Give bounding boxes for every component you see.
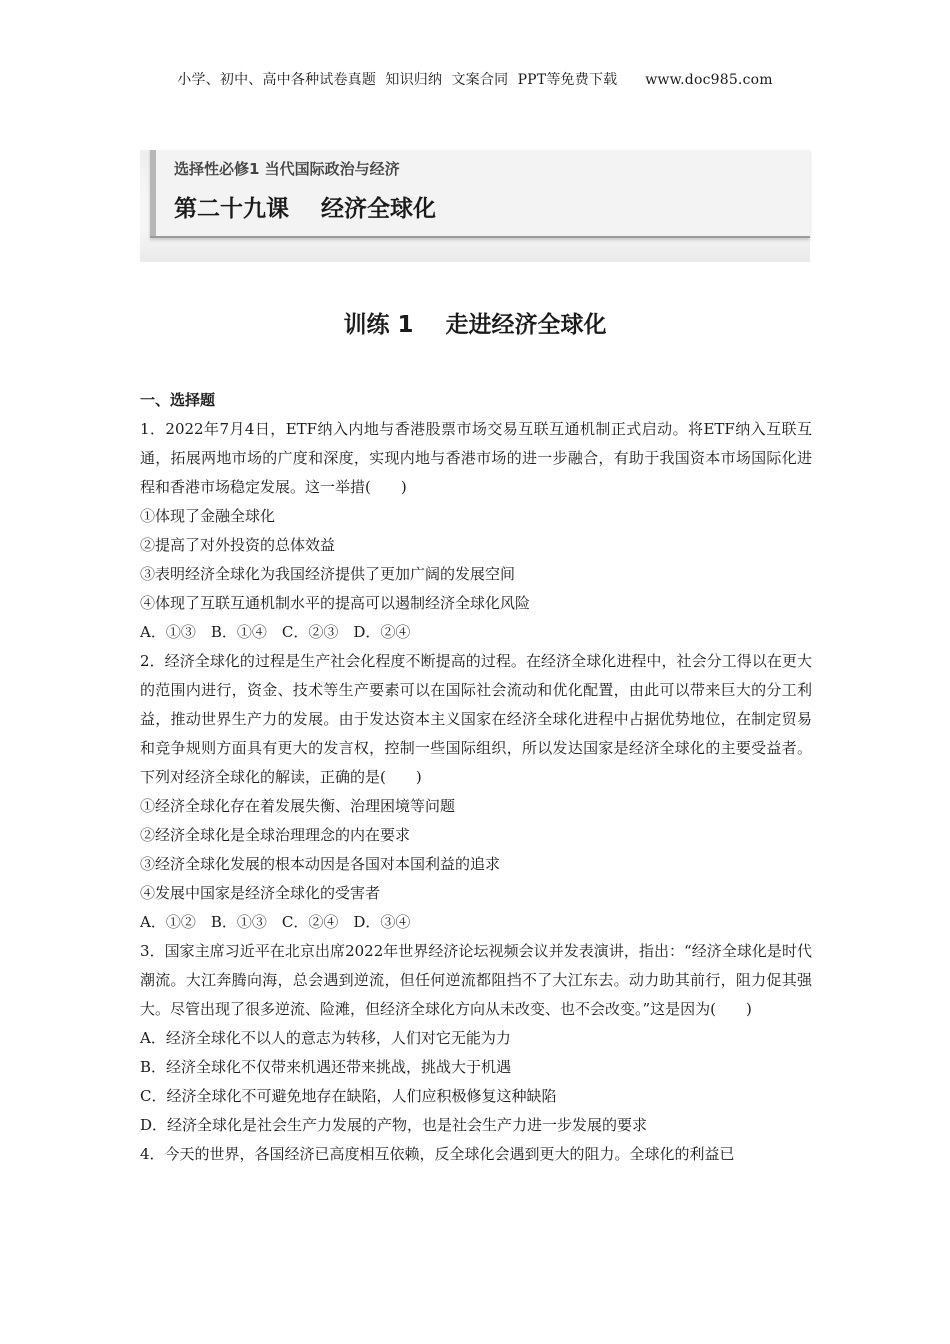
chapter-banner <box>140 150 810 262</box>
lesson-heading: 第二十九课 经济全球化 <box>174 196 437 222</box>
question-2-item: ①经济全球化存在着发展失衡、治理困境等问题 <box>140 797 456 815</box>
question-1-item: ④体现了互联互通机制水平的提高可以遏制经济全球化风险 <box>140 594 531 612</box>
question-4-stem: 4．今天的世界，各国经济已高度相互依赖，反全球化会遇到更大的阻力。全球化的利益已 <box>140 1145 735 1163</box>
page-title: 训练 1 走进经济全球化 <box>343 312 607 338</box>
question-2-item: ③经济全球化发展的根本动因是各国对本国利益的追求 <box>140 855 501 873</box>
question-3-choice: B．经济全球化不仅带来机遇还带来挑战，挑战大于机遇 <box>140 1058 512 1076</box>
question-2-item: ④发展中国家是经济全球化的受害者 <box>140 884 381 902</box>
question-1-stem: 1．2022年7月4日，ETF纳入内地与香港股票市场交易互联互通机制正式启动。将ETF纳入互联互通，拓展两地市场的广度和深度，实现内地与香港市场的进一步融合，有助于我国资本市场国际化进程和香港市场稳定发展。这一举措( ) <box>140 420 812 496</box>
section-heading: 一、选择题 <box>140 391 216 409</box>
question-3-choice: C．经济全球化不可避免地存在缺陷，人们应积极修复这种缺陷 <box>140 1087 557 1105</box>
question-3-choice: D．经济全球化是社会生产力发展的产物，也是社会生产力进一步发展的要求 <box>140 1116 648 1134</box>
question-1-options: A．①③ B．①④ C．②③ D．②④ <box>140 623 411 641</box>
question-1-item: ③表明经济全球化为我国经济提供了更加广阔的发展空间 <box>140 565 516 583</box>
question-1-item: ②提高了对外投资的总体效益 <box>140 536 336 554</box>
banner-accent-bar <box>150 150 156 236</box>
question-2-stem: 2．经济全球化的过程是生产社会化程度不断提高的过程。在经济全球化进程中，社会分工得以在更大的范围内进行，资金、技术等生产要素可以在国际社会流动和优化配置，由此可以带来巨大的分工利益，推动世界生产力的发展。由于发达资本主义国家在经济全球化进程中占据优势地位，在制定贸易和竞争规则方面具有更大的发言权，控制一些国际组织，所以发达国家是经济全球化的主要受益者。下列对经济全球化的解读，正确的是( ) <box>140 652 812 786</box>
question-list <box>140 386 812 1169</box>
question-3-stem: 3．国家主席习近平在北京出席2022年世界经济论坛视频会议并发表演讲，指出：“经济全球化是时代潮流。大江奔腾向海，总会遇到逆流，但任何逆流都阻挡不了大江东去。动力助其前行，阻力促其强大。尽管出现了很多逆流、险滩，但经济全球化方向从未改变、也不会改变。”这是因为( ) <box>140 942 812 1018</box>
site-header: 小学、初中、高中各种试卷真题 知识归纳 文案合同 PPT等免费下载 www.doc985.com <box>177 72 773 88</box>
question-2-options: A．①② B．①③ C．②④ D．③④ <box>140 913 411 931</box>
question-3-choice: A．经济全球化不以人的意志为转移，人们对它无能为力 <box>140 1029 511 1047</box>
question-1-item: ①体现了金融全球化 <box>140 507 276 525</box>
module-title: 选择性必修1 当代国际政治与经济 <box>174 160 400 178</box>
question-2-item: ②经济全球化是全球治理理念的内在要求 <box>140 826 411 844</box>
